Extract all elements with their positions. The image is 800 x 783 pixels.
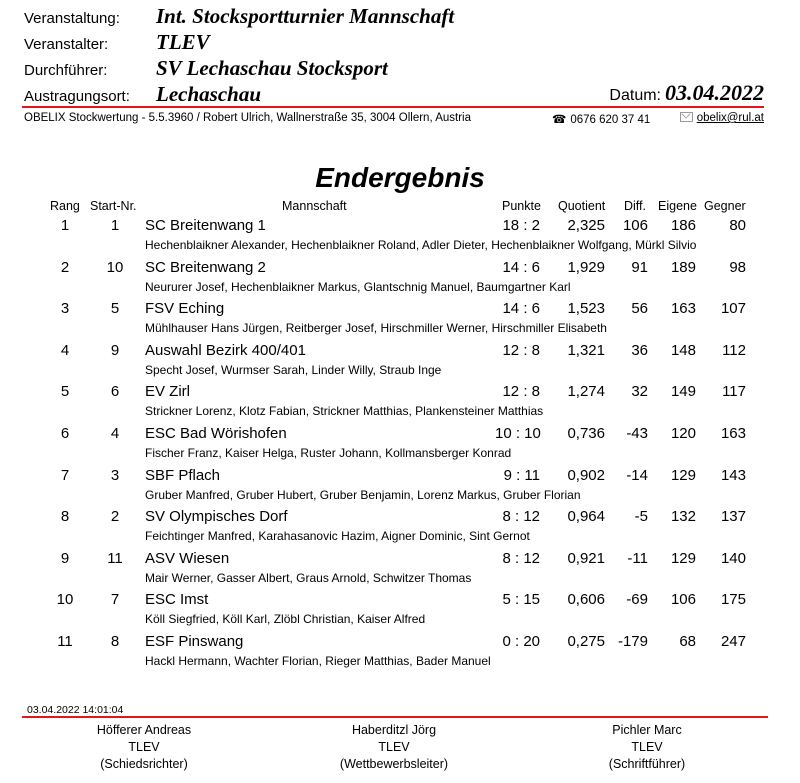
table-row xyxy=(0,467,800,509)
team-name: SC Breitenwang 2 xyxy=(145,258,266,276)
col-header-quotient: Quotient xyxy=(558,199,606,213)
signature-org: TLEV xyxy=(128,740,160,754)
quotient: 0,964 xyxy=(567,508,605,526)
table-row xyxy=(0,217,800,259)
points: 14 : 6 xyxy=(502,300,540,318)
own-score: 129 xyxy=(670,466,696,484)
points: 8 : 12 xyxy=(502,549,540,567)
signature-role: (Schriftführer) xyxy=(608,757,686,771)
team-members: Strickner Lorenz, Klotz Fabian, Strickner Matthias, Plankensteiner Matthias xyxy=(145,404,544,419)
col-header-diff: Diff. xyxy=(624,199,646,213)
start-number: 4 xyxy=(110,425,120,442)
print-timestamp: 03.04.2022 14:01:04 xyxy=(27,704,124,716)
opponent-score: 140 xyxy=(720,549,746,567)
field-value: SV Lechaschau Stocksport xyxy=(156,56,388,80)
table-row xyxy=(0,508,800,550)
rank: 2 xyxy=(60,258,70,276)
quotient: 0,921 xyxy=(567,549,605,567)
datum xyxy=(609,80,764,106)
own-score: 120 xyxy=(670,425,696,442)
signature-name: Pichler Marc xyxy=(612,723,682,737)
difference: 32 xyxy=(631,383,648,401)
own-score: 129 xyxy=(670,549,696,567)
points: 10 : 10 xyxy=(495,425,541,442)
points: 0 : 20 xyxy=(502,633,540,650)
table-row xyxy=(0,591,800,633)
header-field-veranstaltung xyxy=(24,4,454,28)
team-name: ASV Wiesen xyxy=(145,549,230,567)
own-score: 68 xyxy=(679,633,696,650)
team-members: Neururer Josef, Hechenblaikner Markus, Glantschnig Manuel, Baumgartner Karl xyxy=(145,279,571,294)
signature-schriftfuehrer xyxy=(547,722,747,773)
start-number: 5 xyxy=(110,300,120,318)
difference: 106 xyxy=(622,217,648,234)
field-label: Austragungsort: xyxy=(24,88,130,105)
table-row xyxy=(0,259,800,301)
software-info: OBELIX Stockwertung - 5.5.3960 / Robert Ulrich, Wallnerstraße 35, 3004 Ollern, Austria xyxy=(24,112,472,124)
difference: 91 xyxy=(631,258,648,276)
field-label: Durchführer: xyxy=(24,62,108,79)
field-label: Veranstalter: xyxy=(24,36,109,53)
datum-value: 03.04.2022 xyxy=(665,80,764,105)
rank: 6 xyxy=(60,425,70,442)
footer-divider xyxy=(22,716,768,718)
rank: 11 xyxy=(57,633,73,650)
difference: -69 xyxy=(626,591,648,609)
col-header-eigene: Eigene xyxy=(658,199,697,213)
rank: 1 xyxy=(60,217,70,234)
field-value: TLEV xyxy=(156,30,210,54)
header-field-austragungsort xyxy=(24,82,261,106)
difference: 56 xyxy=(631,300,648,318)
table-row xyxy=(0,342,800,384)
start-number: 1 xyxy=(110,217,120,234)
difference: -11 xyxy=(627,549,648,567)
opponent-score: 163 xyxy=(720,425,746,442)
points: 12 : 8 xyxy=(502,383,540,401)
own-score: 106 xyxy=(670,591,696,609)
quotient: 1,523 xyxy=(567,300,605,318)
rank: 3 xyxy=(60,300,70,318)
quotient: 0,902 xyxy=(567,466,605,484)
team-members: Mühlhauser Hans Jürgen, Reitberger Josef, Hirschmiller Werner, Hirschmiller Elisabeth xyxy=(145,321,607,336)
own-score: 189 xyxy=(670,258,696,276)
email[interactable] xyxy=(680,112,764,124)
team-name: ESC Imst xyxy=(145,591,209,609)
header-field-durchfuehrer xyxy=(24,56,388,80)
difference: -14 xyxy=(626,466,648,484)
table-row xyxy=(0,300,800,342)
col-header-mannschaft: Mannschaft xyxy=(282,199,347,213)
team-members: Fischer Franz, Kaiser Helga, Ruster Johann, Kollmansberger Konrad xyxy=(145,446,512,460)
team-name: ESC Bad Wörishofen xyxy=(145,425,287,442)
start-number: 3 xyxy=(110,466,120,484)
own-score: 148 xyxy=(670,341,696,359)
field-value: Lechaschau xyxy=(156,82,261,106)
email-link[interactable]: obelix@rul.at xyxy=(696,112,764,124)
own-score: 149 xyxy=(670,383,696,401)
opponent-score: 112 xyxy=(722,341,746,359)
phone-number: 0676 620 37 41 xyxy=(570,114,651,126)
signature-name: Haberditzl Jörg xyxy=(351,723,437,737)
start-number: 11 xyxy=(107,549,123,567)
opponent-score: 117 xyxy=(722,383,746,401)
opponent-score: 175 xyxy=(720,591,746,609)
start-number: 7 xyxy=(110,591,120,609)
team-members: Hechenblaikner Alexander, Hechenblaikner Roland, Adler Dieter, Hechenblaikner Wolfgang, Mürkl Silvio xyxy=(145,238,697,252)
table-row xyxy=(0,633,800,675)
opponent-score: 137 xyxy=(720,508,746,526)
team-members: Hackl Hermann, Wachter Florian, Rieger Matthias, Bader Manuel xyxy=(145,654,491,668)
points: 12 : 8 xyxy=(502,341,540,359)
team-name: ESF Pinswang xyxy=(145,633,244,650)
field-value: Int. Stocksportturnier Mannschaft xyxy=(156,4,455,28)
points: 14 : 6 xyxy=(502,258,540,276)
difference: 36 xyxy=(631,341,648,359)
points: 18 : 2 xyxy=(502,217,540,234)
opponent-score: 80 xyxy=(729,217,746,234)
signature-role: (Wettbewerbsleiter) xyxy=(339,757,449,771)
team-name: SBF Pflach xyxy=(145,466,221,484)
team-members: Köll Siegfried, Köll Karl, Zlöbl Christian, Kaiser Alfred xyxy=(145,612,426,627)
team-name: SC Breitenwang 1 xyxy=(145,217,266,234)
datum-label: Datum: xyxy=(609,87,661,104)
team-members: Specht Josef, Wurmser Sarah, Linder Willy, Straub Inge xyxy=(145,362,442,377)
team-members: Feichtinger Manfred, Karahasanovic Hazim, Aigner Dominic, Sint Gernot xyxy=(145,529,530,544)
phone xyxy=(552,112,650,126)
difference: -43 xyxy=(626,425,648,442)
opponent-score: 143 xyxy=(720,466,746,484)
col-header-start-nr: Start-Nr. xyxy=(90,199,137,213)
start-number: 6 xyxy=(110,383,120,401)
mail-icon xyxy=(680,112,693,122)
col-header-gegner: Gegner xyxy=(704,199,746,213)
header-divider xyxy=(22,106,764,108)
quotient: 0,606 xyxy=(567,591,605,609)
signature-org: TLEV xyxy=(378,740,410,754)
table-row xyxy=(0,550,800,592)
quotient: 2,325 xyxy=(567,217,605,234)
rank: 7 xyxy=(60,466,70,484)
software-info-line xyxy=(24,112,764,128)
rank: 4 xyxy=(60,341,70,359)
own-score: 186 xyxy=(670,217,696,234)
points: 8 : 12 xyxy=(502,508,540,526)
col-header-rang: Rang xyxy=(50,199,80,213)
rank: 8 xyxy=(60,508,70,526)
points: 5 : 15 xyxy=(502,591,540,609)
own-score: 163 xyxy=(670,300,696,318)
table-row xyxy=(0,425,800,467)
team-name: EV Zirl xyxy=(145,383,190,401)
opponent-score: 98 xyxy=(729,258,746,276)
quotient: 0,275 xyxy=(567,633,605,650)
signature-role: (Schiedsrichter) xyxy=(100,757,188,771)
quotient: 1,929 xyxy=(567,258,605,276)
rank: 5 xyxy=(60,383,70,401)
team-members: Gruber Manfred, Gruber Hubert, Gruber Benjamin, Lorenz Markus, Gruber Florian xyxy=(145,487,581,502)
start-number: 2 xyxy=(110,508,120,526)
signature-org: TLEV xyxy=(631,740,663,754)
team-members: Mair Werner, Gasser Albert, Graus Arnold, Schwitzer Thomas xyxy=(145,570,472,585)
difference: -5 xyxy=(634,508,648,526)
signature-name: Höfferer Andreas xyxy=(96,723,192,737)
field-label: Veranstaltung: xyxy=(24,10,120,27)
signature-wettbewerbsleiter xyxy=(294,722,494,773)
points: 9 : 11 xyxy=(503,466,540,484)
signature-schiedsrichter xyxy=(44,722,244,773)
quotient: 0,736 xyxy=(567,425,605,442)
own-score: 132 xyxy=(670,508,696,526)
phone-icon: ☎ xyxy=(552,114,567,126)
team-name: Auswahl Bezirk 400/401 xyxy=(145,341,306,359)
table-row xyxy=(0,383,800,425)
start-number: 9 xyxy=(110,341,120,359)
rank: 9 xyxy=(60,549,70,567)
page-title: Endergebnis xyxy=(315,162,485,193)
team-name: SV Olympisches Dorf xyxy=(145,508,288,526)
opponent-score: 247 xyxy=(720,633,746,650)
col-header-punkte: Punkte xyxy=(502,199,541,213)
rank: 10 xyxy=(56,591,74,609)
start-number: 10 xyxy=(106,258,124,276)
quotient: 1,321 xyxy=(567,341,605,359)
start-number: 8 xyxy=(110,633,120,650)
team-name: FSV Eching xyxy=(145,300,225,318)
difference: -179 xyxy=(617,633,648,650)
header-field-veranstalter xyxy=(24,30,210,54)
opponent-score: 107 xyxy=(720,300,746,318)
quotient: 1,274 xyxy=(567,383,605,401)
